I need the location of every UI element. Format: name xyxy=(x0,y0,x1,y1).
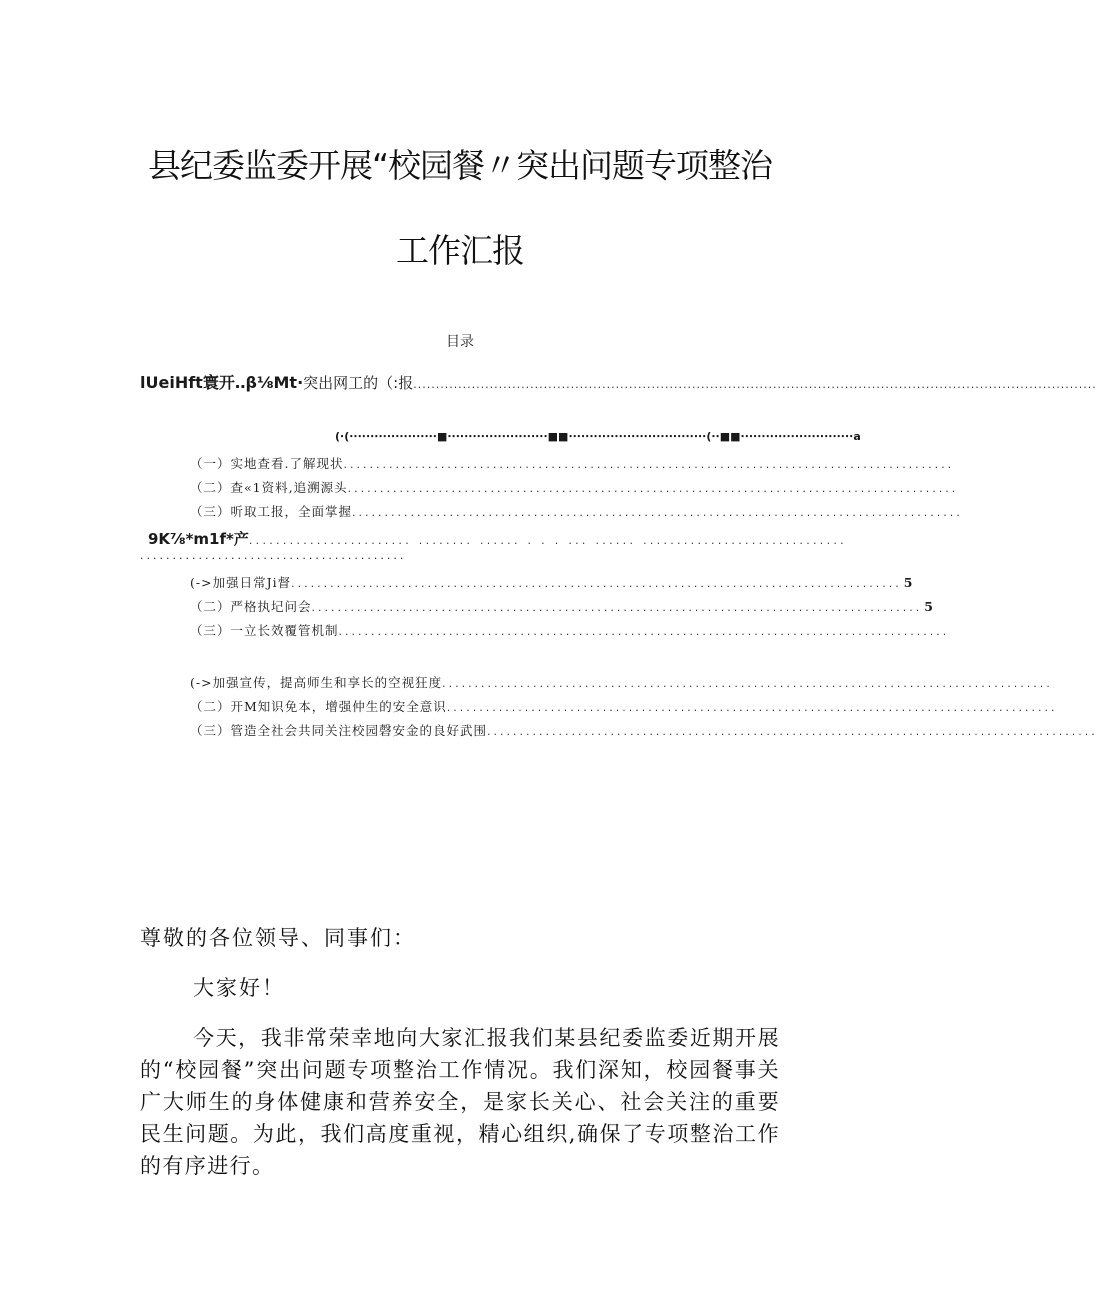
toc-entry xyxy=(190,478,959,496)
toc-entry-label: （三）一立长效覆管机制 xyxy=(190,623,339,638)
body-paragraph: 今天，我非常荣幸地向大家汇报我们某县纪委监委近期开展的“校园餐”突出问题专项整治工作情况。我们深知，校园餐事关广大师生的身体健康和营养安全，是家长关心、社会关注的重要民生问题。为此，我们高度重视，精心组织,确保了专项整治工作的有序进行。 xyxy=(140,1026,780,1178)
toc-leader-dots: ........................ ........ ...... . . . ... ...... .............................. xyxy=(248,534,847,547)
document-title-line-2: 工作汇报 xyxy=(396,231,524,270)
toc-leader-dots: .............................................................................................. xyxy=(352,506,963,519)
toc-entry-label: （三）听取工报，全面掌握 xyxy=(190,504,353,519)
toc-leader-dots: .............................................................................................. xyxy=(446,701,1058,714)
toc-entry xyxy=(190,621,950,639)
toc-leader-dots: .............................................................................................. xyxy=(311,601,923,614)
toc-entry xyxy=(190,573,914,591)
toc-entry xyxy=(190,502,963,520)
toc-page-number: 5 xyxy=(924,599,934,614)
toc-page-number: 5 xyxy=(903,575,914,590)
document-title-line-1: 县纪委监委开展“校园餐〃突出问题专项整治 xyxy=(147,146,773,185)
toc-entry-label: （二）查«1资料,追溯源头 xyxy=(190,480,348,495)
toc-entry-label: (->加强宣传，提高师生和享长的空视狂度 xyxy=(190,675,443,690)
salutation: 尊敬的各位领导、同事们： xyxy=(140,926,416,950)
toc-section-continuation xyxy=(140,549,440,562)
toc-leader-dots: .............................................................................................. xyxy=(442,677,1053,690)
toc-main-entry-rest: 突出网工的（:报 xyxy=(303,374,414,392)
toc-leader-dots: .............................................................................................. xyxy=(487,725,1098,738)
toc-entry xyxy=(190,454,955,472)
toc-entry xyxy=(190,673,1053,691)
toc-entry xyxy=(190,597,934,615)
toc-section-label: 9K⅞*m1f*产 xyxy=(148,530,249,548)
toc-entry-label: （一）实地查看.了解现状 xyxy=(190,456,344,471)
toc-heading: 目录 xyxy=(446,334,474,350)
toc-garbled-entry xyxy=(335,430,861,443)
toc-entry-label: (->加强日常Ji督 xyxy=(190,575,292,590)
greeting: 大家好！ xyxy=(193,976,285,1000)
toc-entry xyxy=(190,721,1098,739)
toc-leader-dots: .............................................................................................. xyxy=(347,482,959,495)
toc-garbled-text: (∙(∙∙∙∙∙∙∙∙∙∙∙∙∙∙∙∙∙∙∙∙∙■∙∙∙∙∙∙∙∙∙∙∙∙∙∙∙∙∙∙∙∙∙∙∙∙■■∙∙∙∙∙∙∙∙∙∙∙∙∙∙∙∙∙∙∙∙∙∙∙∙∙∙∙∙∙∙∙∙∙(∙∙■■∙∙∙∙∙∙∙∙∙∙∙∙∙∙∙∙∙∙∙∙∙∙∙∙∙∙∙a xyxy=(335,430,861,443)
toc-leader-dots: .............................................................................................. xyxy=(343,458,955,471)
toc-entry-label: （三）管造全社会共同关注校园磬安金的良好武围 xyxy=(190,723,488,738)
toc-leader-dots: ........................................................................................................................................................ xyxy=(413,378,1097,391)
toc-main-entry xyxy=(140,370,1097,393)
toc-leader-dots: .............................................................................................. xyxy=(338,625,950,638)
toc-entry-label: （二）严格执圮问会 xyxy=(190,599,312,614)
toc-continuation-dots: ......................................... xyxy=(140,549,407,562)
toc-main-entry-bold: lUeiHft寰开‥β⅛Mt∙ xyxy=(140,373,304,392)
toc-entry-label: （二）开M知识免本，增强仲生的安全意识 xyxy=(190,699,447,714)
toc-entry xyxy=(190,697,1058,715)
toc-section-entry xyxy=(148,528,847,549)
toc-leader-dots: .............................................................................................. xyxy=(291,577,902,590)
